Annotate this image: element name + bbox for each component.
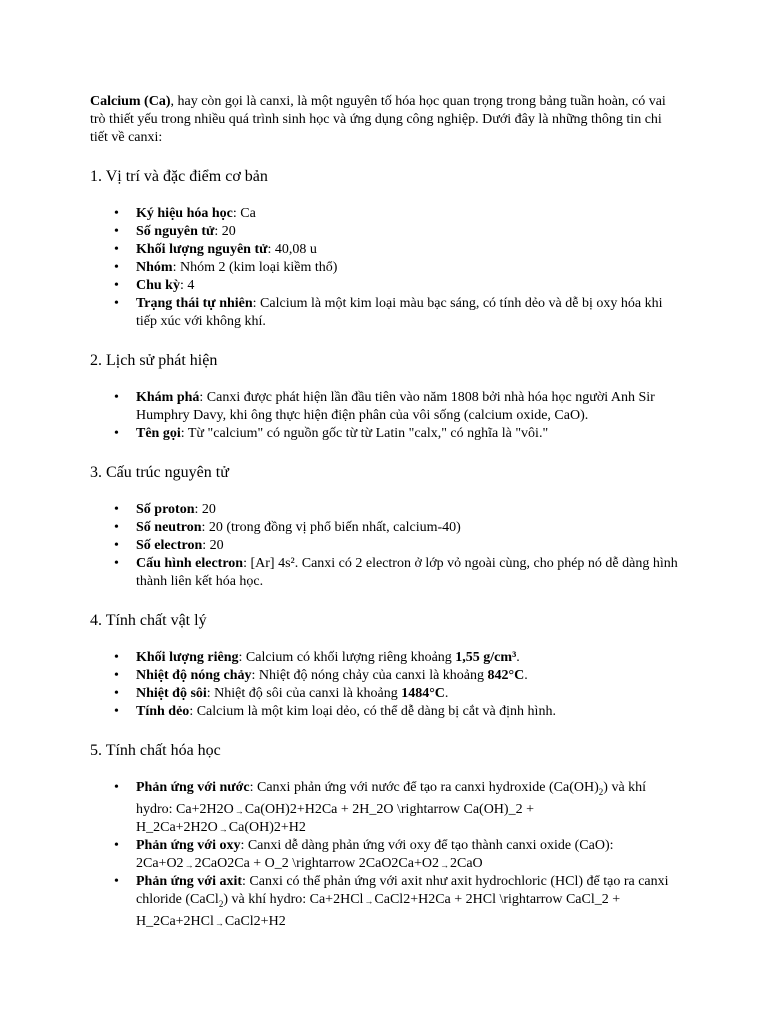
- item-text: : Calcium là một kim loại màu bạc sáng, có tính dẻo và dễ bị oxy hóa khi tiếp xúc với không khí.: [136, 296, 663, 329]
- list-item: [136, 501, 680, 519]
- item-label: Nhiệt độ sôi: [136, 686, 207, 701]
- item-text: : 20: [214, 224, 236, 239]
- arrow-icon: →: [214, 917, 224, 928]
- list-item: [136, 519, 680, 537]
- item-value: 842°C: [487, 668, 525, 683]
- list-item: [136, 277, 680, 295]
- list-item: [136, 837, 680, 873]
- section-1-list: [90, 205, 680, 331]
- item-text: : 20: [194, 502, 216, 517]
- intro-element-name: Calcium (Ca): [90, 94, 171, 109]
- list-item: [136, 667, 680, 685]
- arrow-icon: →: [218, 823, 228, 834]
- item-label: Khối lượng nguyên tử: [136, 242, 268, 257]
- list-item: [136, 537, 680, 555]
- item-text: : Ca: [232, 206, 256, 221]
- item-label: Cấu hình electron: [136, 556, 244, 571]
- item-text: : 20 (trong đồng vị phổ biến nhất, calcium-40): [201, 520, 461, 535]
- item-text: : Nhóm 2 (kim loại kiềm thổ): [172, 260, 338, 275]
- item-text: : Nhiệt độ sôi của canxi là khoảng: [206, 686, 402, 701]
- item-text: : Nhiệt độ nóng chảy của canxi là khoảng: [251, 668, 488, 683]
- item-label: Số neutron: [136, 520, 202, 535]
- item-label: Khối lượng riêng: [136, 650, 239, 665]
- item-label: Nhiệt độ nóng chảy: [136, 668, 252, 683]
- item-text: : Canxi có thể phản ứng với axit như axit hydrochloric (HCl) để tạo ra canxi chloride (CaCl: [136, 873, 669, 907]
- item-label: Phản ứng với nước: [136, 780, 250, 795]
- item-end: .: [516, 650, 520, 665]
- item-label: Số proton: [136, 502, 195, 517]
- item-text: : 40,08 u: [267, 242, 317, 257]
- section-4-heading: 4. Tính chất vật lý: [90, 612, 207, 629]
- list-item: [136, 205, 680, 223]
- item-text: 2CaO2Ca + O_2 \rightarrow 2CaO2Ca+O2: [194, 855, 439, 871]
- section-3-list: [90, 501, 680, 591]
- item-end: .: [524, 668, 528, 683]
- list-item: [136, 703, 680, 721]
- list-item: [136, 873, 680, 931]
- item-label: Tên gọi: [136, 426, 181, 441]
- item-text: CaCl2+H2: [224, 913, 286, 929]
- section-5-heading: 5. Tính chất hóa học: [90, 742, 221, 759]
- arrow-icon: →: [364, 895, 374, 906]
- item-text: 2CaO: [449, 855, 483, 871]
- list-item: [136, 389, 680, 425]
- list-item: [136, 779, 680, 837]
- item-text: : Calcium là một kim loại dẻo, có thể dễ dàng bị cắt và định hình.: [189, 704, 556, 719]
- section-2-list: [90, 389, 680, 443]
- section-1-heading: 1. Vị trí và đặc điểm cơ bản: [90, 168, 268, 185]
- item-text: : Từ "calcium" có nguồn gốc từ từ Latin "calx," có nghĩa là "vôi.": [180, 426, 549, 441]
- list-item: [136, 555, 680, 591]
- section-5-list: [90, 779, 680, 931]
- list-item: [136, 259, 680, 277]
- section-4-list: [90, 649, 680, 721]
- item-label: Nhóm: [136, 260, 173, 275]
- list-item: [136, 295, 680, 331]
- item-label: Tính dẻo: [136, 704, 190, 719]
- item-text: Ca(OH)2+H2Ca + 2H_2O \rightarrow Ca(OH)_2 + H_2Ca+2H2O: [136, 801, 534, 835]
- item-text: : Calcium có khối lượng riêng khoảng: [238, 650, 456, 665]
- item-label: Chu kỳ: [136, 278, 180, 293]
- item-label: Khám phá: [136, 390, 200, 405]
- item-text: CaCl2+H2Ca + 2HCl \rightarrow CaCl_2 + H_2Ca+2HCl: [136, 891, 621, 929]
- item-label: Số nguyên tử: [136, 224, 215, 239]
- item-value: 1484°C: [401, 686, 445, 701]
- section-2-heading: 2. Lịch sử phát hiện: [90, 352, 218, 369]
- item-value: 1,55 g/cm³: [455, 650, 517, 665]
- item-text: : 20: [202, 538, 224, 553]
- intro-paragraph: [90, 93, 680, 147]
- document-content: [90, 93, 680, 931]
- item-text: : Canxi phản ứng với nước để tạo ra canxi hydroxide (Ca(OH): [249, 780, 599, 795]
- list-item: [136, 685, 680, 703]
- intro-text: , hay còn gọi là canxi, là một nguyên tố hóa học quan trọng trong bảng tuần hoàn, có vai trò thiết yếu trong nhiều quá trình sinh học và ứng dụng công nghiệp. Dưới đây là những thông tin chi tiết về canxi:: [90, 94, 666, 145]
- item-text: ) và khí hydro: Ca+2HCl: [223, 891, 364, 907]
- item-label: Phản ứng với axit: [136, 873, 243, 889]
- list-item: [136, 425, 680, 443]
- item-text: ) và khí hydro: Ca+2H2O: [136, 780, 647, 817]
- subscript: 2: [218, 898, 224, 909]
- arrow-icon: →: [184, 859, 194, 870]
- item-label: Số electron: [136, 538, 203, 553]
- subscript: 2: [598, 786, 604, 797]
- item-text: : [Ar] 4s². Canxi có 2 electron ở lớp vỏ ngoài cùng, cho phép nó dễ dàng hình thành liên kết hóa học.: [136, 556, 678, 589]
- item-text: Ca(OH)2+H2: [228, 819, 306, 835]
- item-label: Phản ứng với oxy: [136, 837, 241, 853]
- item-end: .: [444, 686, 449, 701]
- item-text: : Canxi được phát hiện lần đầu tiên vào năm 1808 bởi nhà hóa học người Anh Sir Humphry Davy, khi ông thực hiện điện phân của vôi sống (calcium oxide, CaO).: [136, 390, 655, 423]
- item-text: : 4: [179, 278, 195, 293]
- arrow-icon: →: [439, 859, 449, 870]
- item-label: Ký hiệu hóa học: [136, 206, 233, 221]
- list-item: [136, 241, 680, 259]
- arrow-icon: →: [234, 805, 244, 816]
- item-text: : Canxi dễ dàng phản ứng với oxy để tạo thành canxi oxide (CaO): 2Ca+O2: [136, 837, 614, 871]
- list-item: [136, 223, 680, 241]
- item-label: Trạng thái tự nhiên: [136, 296, 253, 311]
- section-3-heading: 3. Cấu trúc nguyên tử: [90, 464, 229, 481]
- list-item: [136, 649, 680, 667]
